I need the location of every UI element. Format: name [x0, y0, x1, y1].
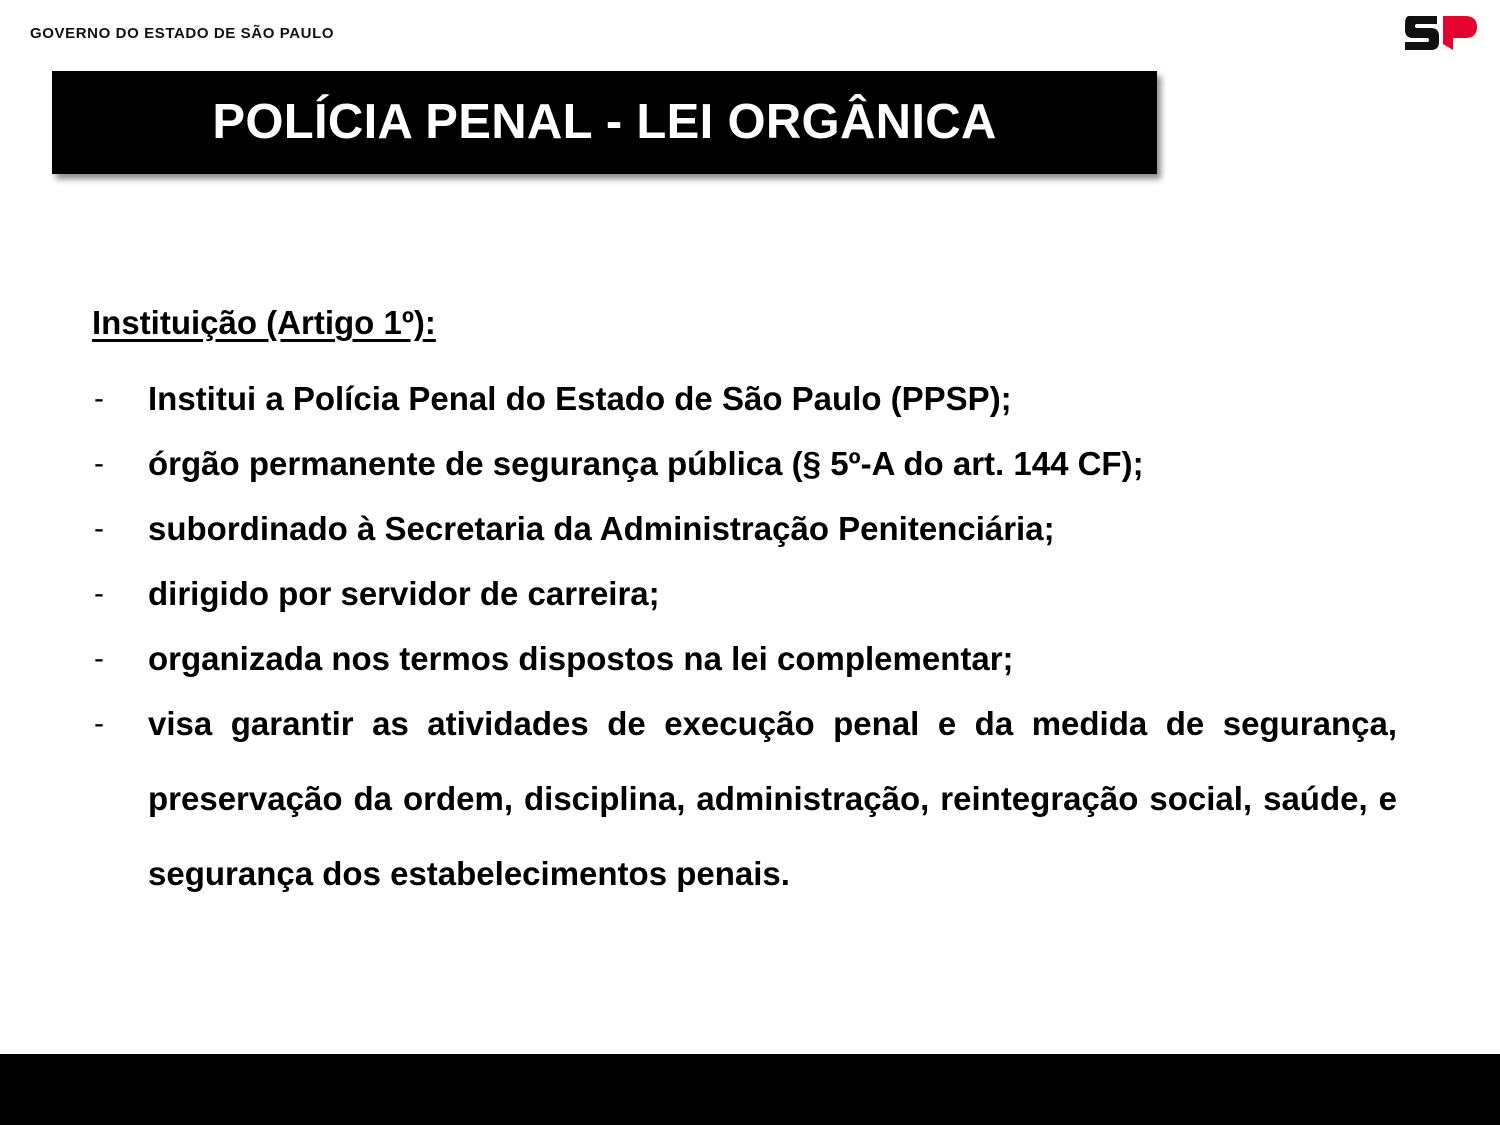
government-header: GOVERNO DO ESTADO DE SÃO PAULO: [30, 25, 335, 42]
bullet-text: organizada nos termos dispostos na lei complementar;: [148, 640, 1014, 677]
title-banner: [52, 71, 1157, 174]
bullet-dash: -: [94, 577, 104, 610]
bullet-dash: -: [94, 642, 104, 675]
bullet-dash: -: [94, 707, 104, 740]
logo-s-shape: [1405, 16, 1439, 50]
bullet-dash: -: [94, 447, 104, 480]
bullet-text: visa garantir as atividades de execução penal e da medida de segurança, preservação da ordem, disciplina, administração, reintegração social, saúde, e segurança dos estabelecimentos penais.: [148, 705, 1397, 892]
list-item: [92, 686, 1397, 911]
list-item: [92, 491, 1397, 566]
bullet-dash: -: [94, 512, 104, 545]
bullet-text: órgão permanente de segurança pública (§ 5º-A do art. 144 CF);: [148, 445, 1144, 482]
slide-title: POLÍCIA PENAL - LEI ORGÂNICA: [212, 95, 997, 149]
bullet-list: [92, 361, 1397, 911]
list-item: [92, 361, 1397, 436]
sp-logo-icon: [1405, 16, 1477, 50]
list-item: [92, 556, 1397, 631]
footer-bar: [0, 1054, 1500, 1125]
bullet-dash: -: [94, 382, 104, 415]
logo-p-shape: [1443, 16, 1477, 50]
list-item: [92, 621, 1397, 696]
section-heading: Instituição (Artigo 1º):: [92, 304, 436, 341]
slide-body: [92, 296, 1397, 911]
bullet-text: subordinado à Secretaria da Administração Penitenciária;: [148, 510, 1055, 547]
bullet-text: Institui a Polícia Penal do Estado de São Paulo (PPSP);: [148, 380, 1012, 417]
bullet-text: dirigido por servidor de carreira;: [148, 575, 660, 612]
list-item: [92, 426, 1397, 501]
